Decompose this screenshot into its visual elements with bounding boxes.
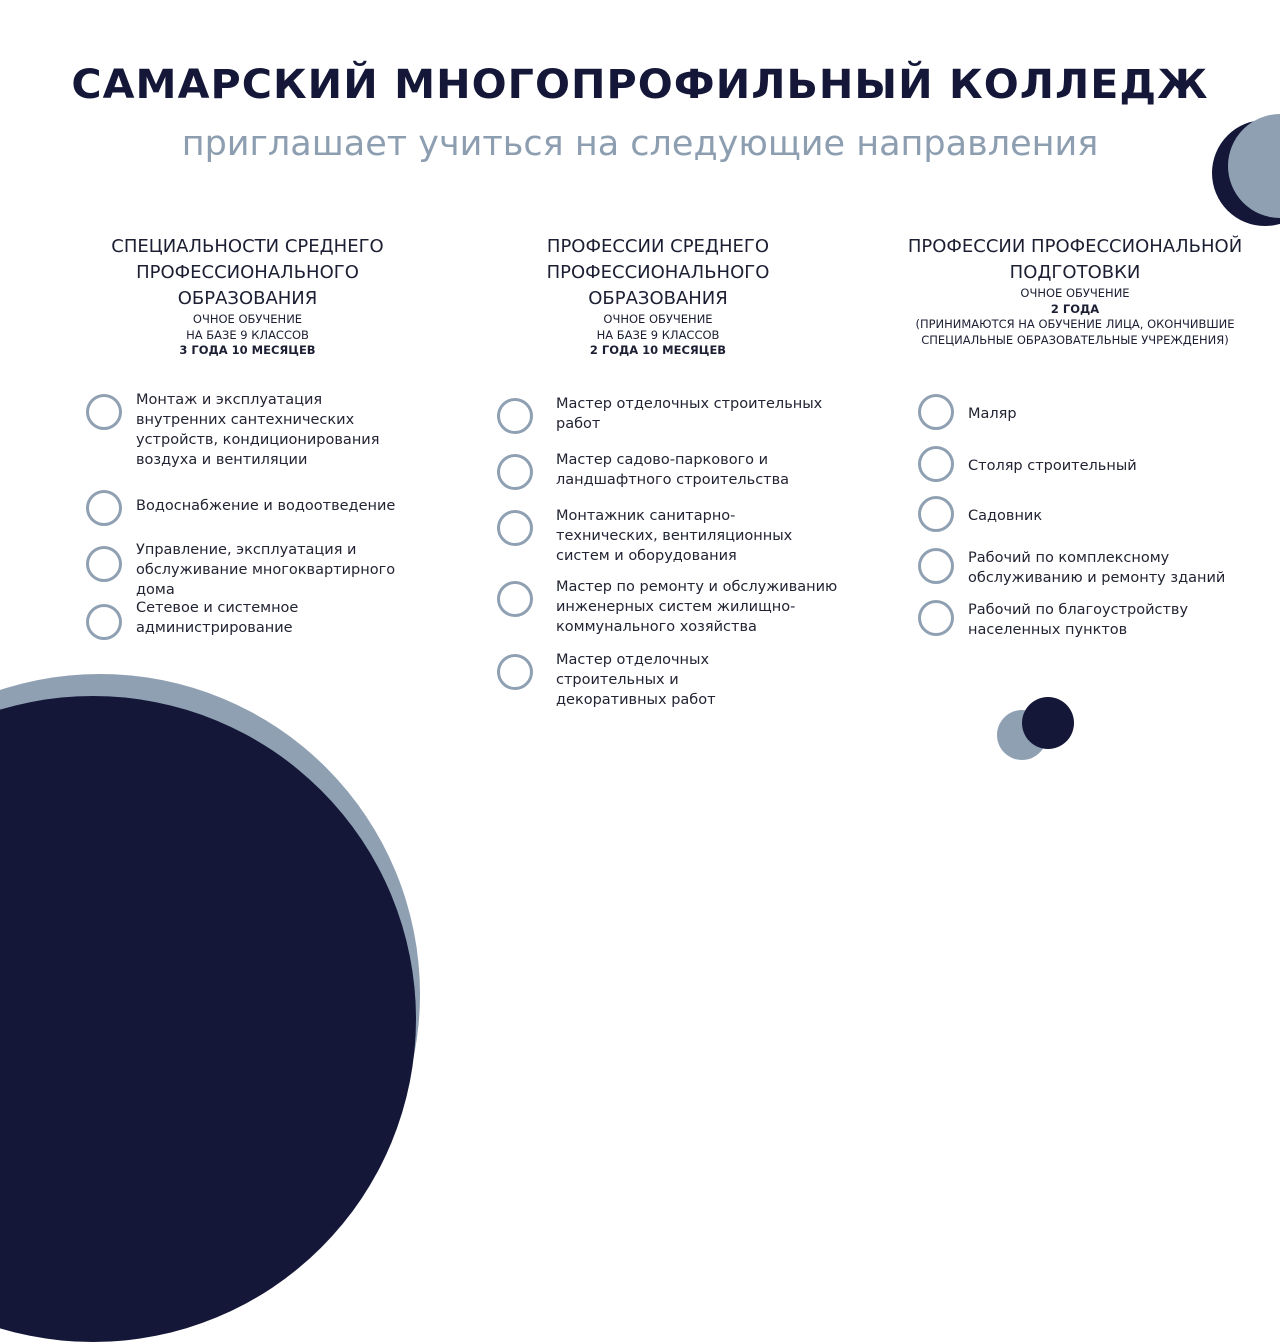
meta-line: ОЧНОЕ ОБУЧЕНИЕ	[603, 312, 713, 326]
circle-bullet-icon	[86, 490, 122, 526]
circle-bullet-icon	[497, 510, 533, 546]
list-item-text: Сетевое и системное администрирование	[136, 600, 299, 636]
circle-bullet-icon	[918, 394, 954, 430]
meta-line: НА БАЗЕ 9 КЛАССОВ	[596, 327, 720, 342]
circle-bullet-icon	[497, 581, 533, 617]
page-title: САМАРСКИЙ МНОГОПРОФИЛЬНЫЙ КОЛЛЕДЖ	[71, 62, 1209, 108]
column-header	[50, 234, 445, 359]
column-meta	[50, 312, 445, 359]
column-header	[462, 234, 854, 359]
list-item-text: Мастер по ремонту и обслуживанию инженерных систем жилищно-коммунального хозяйства	[556, 579, 838, 635]
circle-bullet-icon	[918, 446, 954, 482]
column-meta	[890, 286, 1260, 348]
circle-bullet-icon	[918, 496, 954, 532]
circle-bullet-icon	[918, 600, 954, 636]
meta-line: НА БАЗЕ 9 КЛАССОВ	[186, 327, 309, 342]
list-item-text: Мастер отделочных строительных и декоративных работ	[556, 652, 716, 708]
meta-line: (ПРИНИМАЮТСЯ НА ОБУЧЕНИЕ ЛИЦА, ОКОНЧИВШИЕ	[915, 317, 1235, 331]
circle-bullet-icon	[497, 454, 533, 490]
list-item-text: Управление, эксплуатация и обслуживание многоквартирного дома	[136, 542, 396, 598]
list-item-text: Водоснабжение и водоотведение	[136, 498, 396, 514]
list-item-text: Монтажник санитарно-технических, вентиляционных систем и оборудования	[556, 508, 793, 564]
circle-bullet-icon	[86, 546, 122, 582]
list-item-text: Садовник	[968, 508, 1043, 524]
meta-line: ОЧНОЕ ОБУЧЕНИЕ	[192, 312, 303, 326]
circle-bullet-icon	[86, 604, 122, 640]
column-spo-specialties	[50, 234, 445, 359]
list-item-text: Столяр строительный	[968, 458, 1137, 474]
column-meta	[462, 312, 854, 359]
list-item-text: Рабочий по комплексному обслуживанию и ремонту зданий	[968, 550, 1226, 586]
decor-circle-small-navy	[1022, 697, 1074, 749]
meta-line: 3 ГОДА 10 МЕСЯЦЕВ	[179, 343, 316, 357]
list-item-text: Монтаж и эксплуатация внутренних сантехнических устройств, кондиционирования воздуха и вентиляции	[136, 392, 380, 468]
list-item-text: Мастер отделочных строительных работ	[556, 396, 823, 432]
column-vocational-training	[890, 234, 1260, 348]
meta-line: СПЕЦИАЛЬНЫЕ ОБРАЗОВАТЕЛЬНЫЕ УЧРЕЖДЕНИЯ)	[921, 332, 1229, 347]
decor-circle-bottom-left-navy	[0, 696, 416, 1342]
column-title: ПРОФЕССИИ СРЕДНЕГО ПРОФЕССИОНАЛЬНОГО ОБРАЗОВАНИЯ	[546, 236, 770, 309]
meta-line: 2 ГОДА 10 МЕСЯЦЕВ	[589, 343, 727, 357]
column-title: СПЕЦИАЛЬНОСТИ СРЕДНЕГО ПРОФЕССИОНАЛЬНОГО ОБРАЗОВАНИЯ	[111, 236, 384, 309]
meta-line: ОЧНОЕ ОБУЧЕНИЕ	[1020, 286, 1130, 300]
column-spo-professions	[462, 234, 854, 359]
column-title: ПРОФЕССИИ ПРОФЕССИОНАЛЬНОЙ ПОДГОТОВКИ	[907, 236, 1243, 283]
meta-line: 2 ГОДА	[1050, 301, 1100, 316]
column-header	[890, 234, 1260, 348]
list-item-text: Маляр	[968, 406, 1017, 422]
page-subtitle: приглашает учиться на следующие направления	[181, 124, 1099, 164]
list-item-text: Рабочий по благоустройству населенных пунктов	[968, 602, 1189, 638]
circle-bullet-icon	[86, 394, 122, 430]
list-item-text: Мастер садово-паркового и ландшафтного строительства	[556, 452, 790, 488]
circle-bullet-icon	[497, 398, 533, 434]
circle-bullet-icon	[497, 654, 533, 690]
circle-bullet-icon	[918, 548, 954, 584]
